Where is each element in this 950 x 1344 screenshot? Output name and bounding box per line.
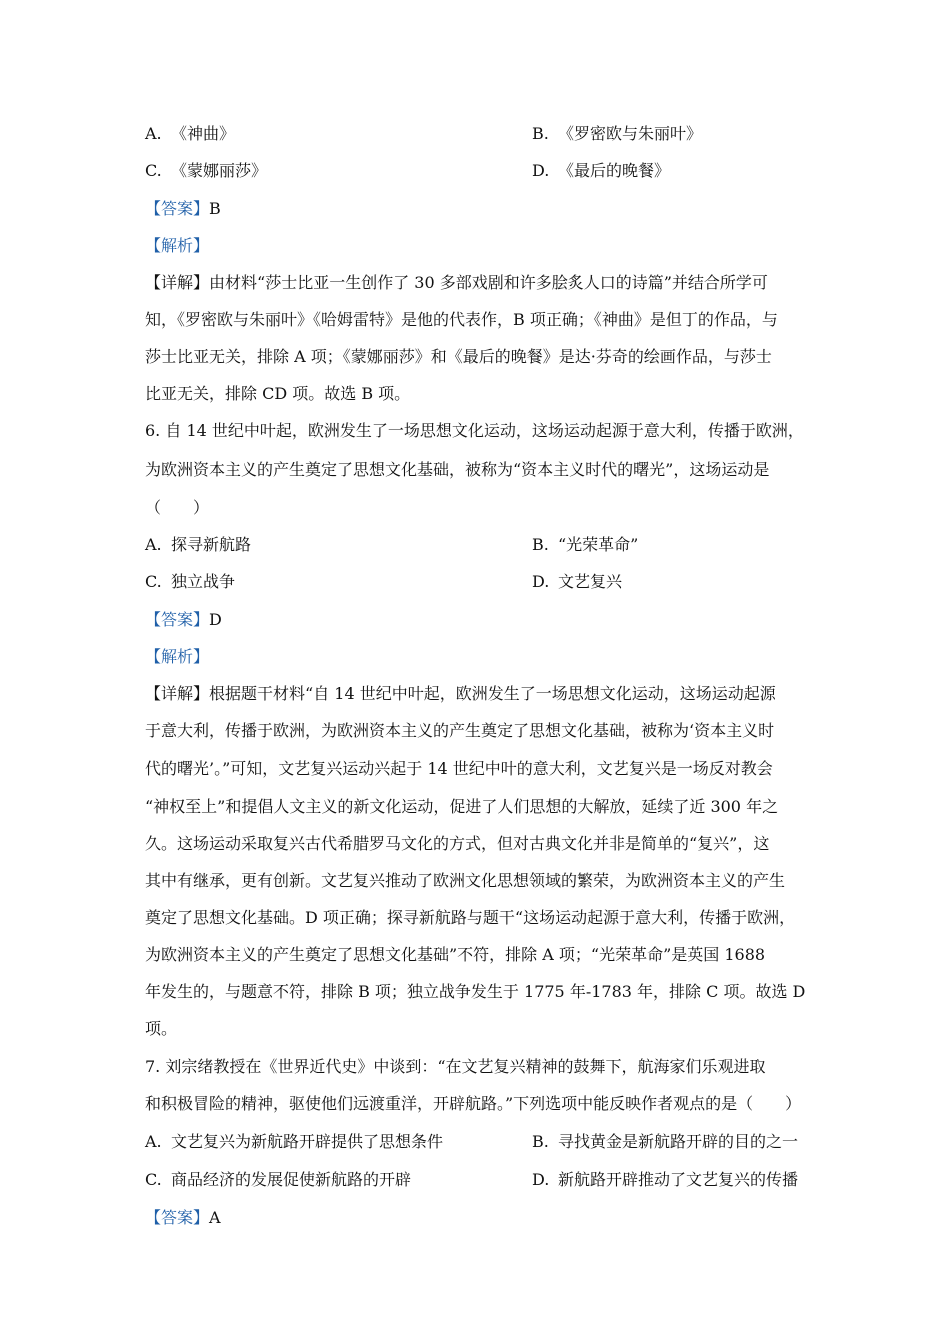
detail-line: 代的曙光’。”可知，文艺复兴运动兴起于 14 世纪中叶的意大利，文艺复兴是一场反对教会: [145, 759, 773, 778]
question-stem: 和积极冒险的精神，驱使他们远渡重洋，开辟航路。”下列选项中能反映作者观点的是（ ）: [145, 1094, 802, 1113]
detail-line: 为欧洲资本主义的产生奠定了思想文化基础”不符，排除 A 项；“光荣革命”是英国 1688: [145, 945, 766, 964]
option-label: A.: [145, 1132, 162, 1151]
option-b: [532, 1132, 798, 1152]
option-text: 寻找黄金是新航路开辟的目的之一: [558, 1132, 799, 1151]
answer-tag: 【答案】: [145, 199, 210, 218]
option-text: 新航路开辟推动了文艺复兴的传播: [558, 1170, 799, 1189]
option-label: C.: [145, 572, 162, 591]
option-label: D.: [532, 161, 550, 180]
detail-line: 莎士比亚无关，排除 A 项；《蒙娜丽莎》和《最后的晚餐》是达·芬奇的绘画作品，与莎士: [145, 347, 772, 366]
option-c: [145, 1170, 411, 1190]
detail-line: 其中有继承，更有创新。文艺复兴推动了欧洲文化思想领域的繁荣，为欧洲资本主义的产生: [145, 871, 786, 890]
option-text: 《罗密欧与朱丽叶》: [558, 124, 703, 143]
option-text: 文艺复兴: [558, 572, 623, 591]
option-d: [532, 1170, 798, 1190]
answer-line: [145, 199, 221, 219]
option-text: 《蒙娜丽莎》: [171, 161, 268, 180]
option-label: B.: [532, 535, 549, 554]
option-text: 《最后的晚餐》: [558, 161, 671, 180]
option-text: 《神曲》: [171, 124, 236, 143]
detail-line: 于意大利，传播于欧洲，为欧洲资本主义的产生奠定了思想文化基础，被称为‘资本主义时: [145, 721, 775, 740]
detail-tag: 【详解】: [145, 684, 210, 703]
option-c: [145, 161, 267, 181]
detail-line: [145, 273, 768, 293]
detail-text: 由材料“莎士比亚一生创作了 30 多部戏剧和许多脍炙人口的诗篇”并结合所学可: [209, 273, 768, 292]
detail-text: 根据题干材料“自 14 世纪中叶起，欧洲发生了一场思想文化运动，这场运动起源: [209, 684, 776, 703]
option-label: B.: [532, 124, 549, 143]
detail-line: 久。这场运动采取复兴古代希腊罗马文化的方式，但对古典文化并非是简单的“复兴”，这: [145, 834, 770, 853]
detail-line: 比亚无关，排除 CD 项。故选 B 项。: [145, 384, 411, 403]
option-label: B.: [532, 1132, 549, 1151]
option-a: [145, 535, 251, 555]
option-d: [532, 572, 622, 592]
detail-line: [145, 684, 776, 704]
option-c: [145, 572, 235, 592]
question-stem: 7. 刘宗绪教授在《世界近代史》中谈到：“在文艺复兴精神的鼓舞下，航海家们乐观进取: [145, 1057, 766, 1076]
answer-tag: 【答案】: [145, 610, 210, 629]
option-a: [145, 1132, 443, 1152]
option-text: “光荣革命”: [558, 535, 639, 554]
option-text: 商品经济的发展促使新航路的开辟: [171, 1170, 412, 1189]
question-stem: （ ）: [145, 498, 210, 517]
analysis-tag: 【解析】: [145, 236, 210, 255]
detail-line: “神权至上”和提倡人文主义的新文化运动，促进了人们思想的大解放，延续了近 300 年之: [145, 797, 779, 816]
option-text: 探寻新航路: [171, 535, 252, 554]
option-a: [145, 124, 235, 144]
detail-line: 奠定了思想文化基础。D 项正确；探寻新航路与题干“这场运动起源于意大利，传播于欧洲，: [145, 908, 796, 927]
answer-value: D: [209, 610, 222, 629]
detail-line: 项。: [145, 1019, 178, 1038]
option-label: C.: [145, 161, 162, 180]
option-d: [532, 161, 670, 181]
option-label: A.: [145, 535, 162, 554]
answer-value: A: [209, 1208, 221, 1227]
option-text: 独立战争: [171, 572, 236, 591]
option-label: D.: [532, 572, 550, 591]
option-text: 文艺复兴为新航路开辟提供了思想条件: [171, 1132, 444, 1151]
detail-line: 年发生的，与题意不符，排除 B 项；独立战争发生于 1775 年-1783 年，排除 C 项。故选 D: [145, 982, 806, 1001]
option-label: C.: [145, 1170, 162, 1189]
option-label: A.: [145, 124, 162, 143]
analysis-tag: 【解析】: [145, 647, 210, 666]
option-b: [532, 124, 702, 144]
detail-tag: 【详解】: [145, 273, 210, 292]
option-label: D.: [532, 1170, 550, 1189]
option-b: [532, 535, 638, 555]
question-stem: 6. 自 14 世纪中叶起，欧洲发生了一场思想文化运动，这场运动起源于意大利，传播于欧洲，: [145, 421, 804, 440]
answer-value: B: [209, 199, 221, 218]
answer-tag: 【答案】: [145, 1208, 210, 1227]
question-stem: 为欧洲资本主义的产生奠定了思想文化基础，被称为“资本主义时代的曙光”，这场运动是: [145, 460, 770, 479]
detail-line: 知，《罗密欧与朱丽叶》《哈姆雷特》是他的代表作，B 项正确；《神曲》是但丁的作品，与: [145, 310, 778, 329]
answer-line: [145, 1208, 221, 1228]
answer-line: [145, 610, 222, 630]
